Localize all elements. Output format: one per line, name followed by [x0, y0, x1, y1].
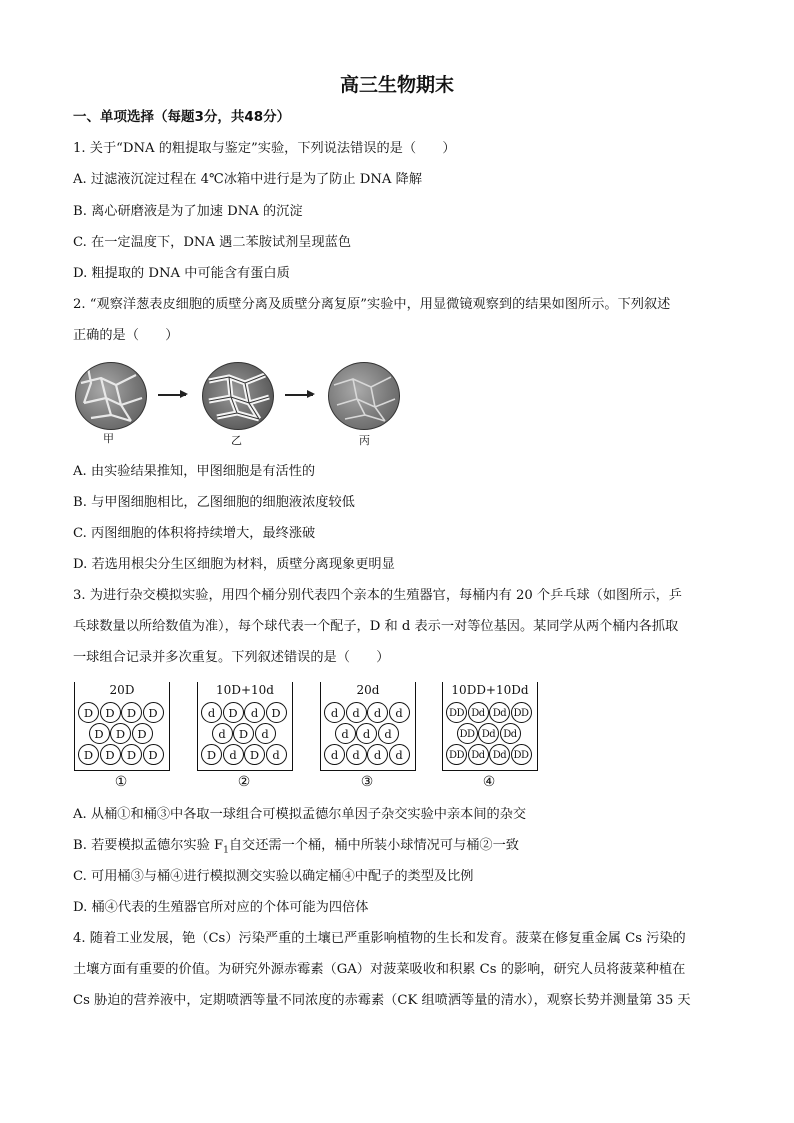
q3-option-b — [73, 837, 723, 860]
q2-stem-line2: 正确的是（ ） — [73, 328, 179, 343]
gamete-ball: D — [266, 702, 287, 723]
q2-option-a: A. 由实验结果推知，甲图细胞是有活性的 — [73, 464, 316, 479]
q2-option-b: B. 与甲图细胞相比，乙图细胞的细胞液浓度较低 — [73, 495, 355, 510]
q3-option-a: A. 从桶①和桶③中各取一球组合可模拟孟德尔单因子杂交实验中亲本间的杂交 — [73, 807, 527, 822]
gamete-ball: d — [244, 702, 265, 723]
q1-option-b: B. 离心研磨液是为了加速 DNA 的沉淀 — [73, 204, 303, 219]
gamete-ball: d — [335, 723, 356, 744]
gamete-ball: D — [132, 723, 153, 744]
gamete-ball: d — [346, 702, 367, 723]
gamete-ball: D — [110, 723, 131, 744]
label-jia: 甲 — [103, 432, 114, 445]
gamete-ball: D — [121, 702, 142, 723]
gamete-ball: d — [324, 744, 345, 765]
gamete-ball: Dd — [468, 744, 489, 765]
gamete-ball: D — [143, 744, 164, 765]
gamete-ball: DD — [457, 723, 478, 744]
gamete-ball: Dd — [478, 723, 499, 744]
q3-option-b-subscript: 1 — [223, 845, 229, 856]
bucket-number: ① — [114, 774, 128, 790]
q1-stem: 1. 关于“DNA 的粗提取与鉴定”实验，下列说法错误的是（ ） — [73, 141, 456, 156]
gamete-ball: d — [324, 702, 345, 723]
bucket-3 — [320, 682, 416, 771]
q4-line2: 土壤方面有重要的价值。为研究外源赤霉素（GA）对菠菜吸收和积累 Cs 的影响，研究人员将菠菜种植在 — [73, 962, 686, 977]
gamete-ball: d — [223, 744, 244, 765]
bucket-number: ② — [237, 774, 251, 790]
gamete-ball: d — [389, 702, 410, 723]
micrograph-yi — [202, 362, 274, 430]
bucket-4 — [442, 682, 538, 771]
gamete-ball: d — [367, 702, 388, 723]
gamete-ball: D — [223, 702, 244, 723]
q4-line3: Cs 胁迫的营养液中，定期喷洒等量不同浓度的赤霉素（CK 组喷洒等量的清水），观察长势并测量第 35 天 — [73, 993, 691, 1008]
gamete-ball: DD — [446, 744, 467, 765]
gamete-ball: Dd — [468, 702, 489, 723]
q1-option-c: C. 在一定温度下，DNA 遇二苯胺试剂呈现蓝色 — [73, 235, 352, 250]
gamete-ball: D — [201, 744, 222, 765]
gamete-ball: d — [367, 744, 388, 765]
bucket-2 — [197, 682, 293, 771]
gamete-ball: D — [143, 702, 164, 723]
gamete-ball: Dd — [489, 744, 510, 765]
gamete-ball: D — [244, 744, 265, 765]
gamete-ball: D — [121, 744, 142, 765]
q3-option-b-rest: 自交还需一个桶，桶中所装小球情况可与桶②一致 — [228, 838, 519, 853]
page-title: 高三生物期末 — [339, 74, 454, 96]
q3-stem-line1: 3. 为进行杂交模拟实验，用四个桶分别代表四个亲本的生殖器官，每桶内有 20 个乒乓球（如图所示，乒 — [73, 588, 682, 603]
gamete-ball: D — [78, 702, 99, 723]
bucket-label: 20D — [109, 683, 135, 697]
gamete-ball: d — [201, 702, 222, 723]
cell-wall-pattern-jia — [76, 363, 146, 429]
gamete-ball: D — [89, 723, 110, 744]
q2-option-c: C. 丙图细胞的体积将持续增大，最终涨破 — [73, 526, 316, 541]
q1-option-d: D. 粗提取的 DNA 中可能含有蛋白质 — [73, 266, 290, 281]
bucket-number: ④ — [482, 774, 496, 790]
bucket-label: 10DD+10Dd — [451, 683, 529, 697]
gamete-ball: Dd — [500, 723, 521, 744]
gamete-ball: D — [233, 723, 254, 744]
gamete-ball: Dd — [489, 702, 510, 723]
q2-option-d: D. 若选用根尖分生区细胞为材料，质壁分离现象更明显 — [73, 557, 395, 572]
gamete-ball: d — [356, 723, 377, 744]
section-heading: 一、单项选择（每题3分，共48分） — [73, 109, 291, 125]
gamete-ball: DD — [446, 702, 467, 723]
gamete-ball: d — [389, 744, 410, 765]
label-bing: 丙 — [359, 434, 370, 447]
arrow-right-icon — [158, 394, 186, 396]
label-yi: 乙 — [231, 434, 242, 447]
bucket-number: ③ — [360, 774, 374, 790]
q1-option-a: A. 过滤液沉淀过程在 4℃冰箱中进行是为了防止 DNA 降解 — [73, 172, 423, 187]
q3-option-b-text: B. 若要模拟孟德尔实验 F — [73, 838, 224, 853]
cell-micrograph-figure — [73, 360, 403, 448]
micrograph-bing — [328, 362, 400, 430]
gamete-ball: d — [255, 723, 276, 744]
gamete-ball: d — [266, 744, 287, 765]
micrograph-jia — [75, 362, 147, 430]
gamete-ball: D — [78, 744, 99, 765]
gamete-ball: DD — [511, 702, 532, 723]
q4-line1: 4. 随着工业发展，铯（Cs）污染严重的土壤已严重影响植物的生长和发育。菠菜在修复重金属 Cs 污染的 — [73, 931, 686, 946]
gamete-ball: d — [346, 744, 367, 765]
q2-stem-line1: 2. “观察洋葱表皮细胞的质壁分离及质壁分离复原”实验中，用显微镜观察到的结果如图所示。下列叙述 — [73, 297, 671, 312]
gamete-ball: DD — [511, 744, 532, 765]
cell-wall-pattern-yi — [203, 363, 273, 429]
gamete-ball: d — [212, 723, 233, 744]
gamete-ball: D — [100, 702, 121, 723]
cell-wall-pattern-bing — [329, 363, 399, 429]
bucket-label: 10D+10d — [216, 683, 274, 697]
q3-stem-line2: 乓球数量以所给数值为准），每个球代表一个配子，D 和 d 表示一对等位基因。某同学从两个桶内各抓取 — [73, 619, 679, 634]
q3-option-c: C. 可用桶③与桶④进行模拟测交实验以确定桶④中配子的类型及比例 — [73, 869, 474, 884]
q3-stem-line3: 一球组合记录并多次重复。下列叙述错误的是（ ） — [73, 650, 390, 665]
gamete-ball: D — [100, 744, 121, 765]
bucket-label: 20d — [356, 683, 380, 697]
q3-option-d: D. 桶④代表的生殖器官所对应的个体可能为四倍体 — [73, 900, 369, 915]
gamete-ball: d — [378, 723, 399, 744]
bucket-figure — [74, 682, 544, 794]
bucket-1 — [74, 682, 170, 771]
arrow-right-icon — [285, 394, 313, 396]
